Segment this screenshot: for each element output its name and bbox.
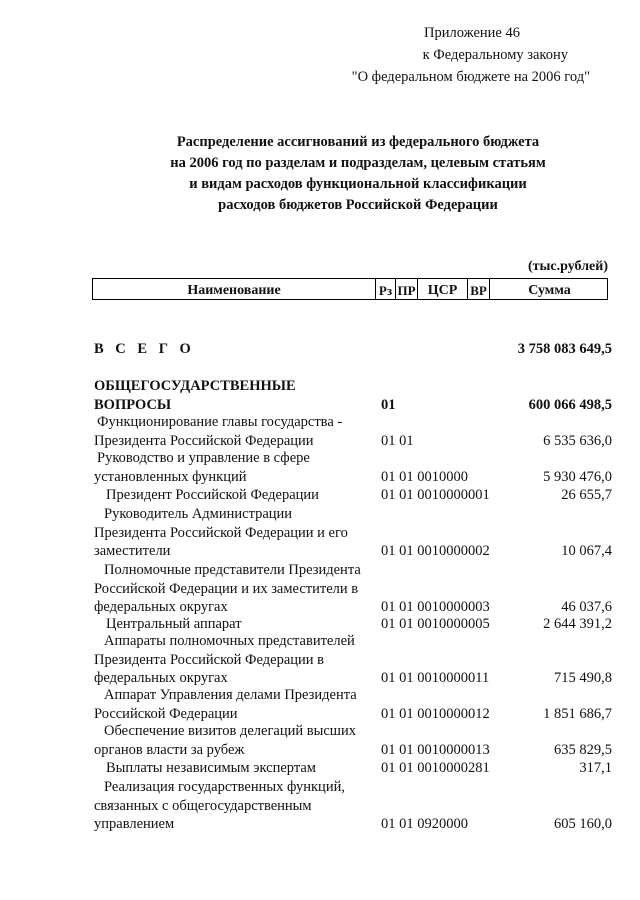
row-name-line: Аппарат Управления делами Президента (104, 687, 357, 703)
title-line: и видам расходов функциональной классификации (189, 176, 527, 192)
title-line: расходов бюджетов Российской Федерации (218, 197, 498, 213)
header-pr: ПР (396, 279, 418, 299)
row-code: 01 01 (381, 432, 414, 449)
row-code: 01 (381, 397, 396, 413)
header-csr: ЦСР (418, 279, 468, 299)
row-amount: 6 535 636,0 (543, 432, 612, 449)
row-name-line: Руководство и управление в сфере (97, 450, 310, 466)
appendix-number: Приложение 46 (424, 25, 520, 41)
row-amount: 46 037,6 (561, 599, 612, 615)
row-name (94, 722, 376, 759)
header-sum: Сумма (528, 283, 571, 298)
row-name-line: Реализация государственных функций, (104, 779, 345, 795)
row-name-line: Выплаты независимым экспертам (106, 760, 316, 776)
row-code: 01 01 0010000002 (381, 543, 490, 559)
row-name-line: управлением (94, 816, 175, 832)
row-name (94, 377, 376, 415)
row-amount: 715 490,8 (554, 670, 612, 686)
row-name (94, 759, 376, 778)
row-name (94, 632, 376, 688)
row-name-line: установленных функций (94, 468, 247, 485)
row-name-line: Аппараты полномочных представителей (104, 633, 355, 649)
row-name (94, 449, 376, 486)
row-name-line: заместители (94, 543, 171, 559)
row-name-line: ВОПРОСЫ (94, 397, 172, 413)
row-amount: 600 066 498,5 (528, 397, 612, 413)
row-amount: 3 758 083 649,5 (517, 341, 612, 357)
document-title (96, 132, 620, 216)
row-name-line: Центральный аппарат (106, 616, 242, 632)
row-name-line: Президента Российской Федерации в (94, 651, 325, 668)
header-name: Наименование (93, 279, 376, 299)
row-name-line: Полномочные представители Президента (104, 562, 361, 578)
row-code: 01 01 0010000003 (381, 599, 490, 615)
row-code: 01 01 0010000011 (381, 670, 490, 686)
row-code: 01 01 0010000012 (381, 705, 490, 722)
row-name (94, 778, 376, 834)
row-name-line: ОБЩЕГОСУДАРСТВЕННЫЕ (94, 378, 296, 394)
row-code: 01 01 0010000281 (381, 760, 490, 776)
row-name-line: Президент Российской Федерации (106, 487, 319, 503)
row-name (94, 486, 376, 505)
row-amount: 605 160,0 (554, 816, 612, 832)
row-name-line: Российской Федерации (94, 705, 238, 722)
row-name (94, 615, 376, 634)
row-name-line: органов власти за рубеж (94, 741, 245, 758)
row-name-line: федеральных округах (94, 599, 228, 615)
row-code: 01 01 0010000013 (381, 741, 490, 758)
row-code: 01 01 0010000001 (381, 487, 490, 503)
row-name (94, 505, 376, 561)
row-name (94, 413, 376, 450)
row-name-line: Обеспечение визитов делегаций высших (104, 723, 356, 739)
row-amount: 1 851 686,7 (543, 705, 612, 722)
appendix-header (352, 22, 590, 88)
row-amount: 10 067,4 (561, 543, 612, 559)
row-name (94, 561, 376, 617)
row-amount: 635 829,5 (554, 741, 612, 758)
row-amount: 5 930 476,0 (543, 468, 612, 485)
header-vr: ВР (468, 279, 490, 299)
appendix-law-ref: к Федеральному закону (422, 47, 568, 63)
row-amount: 317,1 (579, 760, 612, 776)
row-name-line: Президента Российской Федерации и его (94, 524, 348, 541)
table-header (92, 278, 608, 300)
row-name-line: В С Е Г О (94, 341, 195, 357)
appendix-law-title: "О федеральном бюджете на 2006 год" (351, 69, 590, 85)
row-name (94, 340, 376, 359)
row-code: 01 01 0010000005 (381, 616, 490, 632)
row-code: 01 01 0010000 (381, 468, 468, 485)
title-line: на 2006 год по разделам и подразделам, целевым статьям (170, 155, 546, 171)
row-amount: 26 655,7 (561, 487, 612, 503)
row-code: 01 01 0920000 (381, 816, 468, 832)
row-name-line: Российской Федерации и их заместители в (94, 580, 359, 597)
title-line: Распределение ассигнований из федерального бюджета (176, 134, 540, 150)
row-name-line: федеральных округах (94, 670, 228, 686)
row-amount: 2 644 391,2 (543, 616, 612, 632)
row-name (94, 686, 376, 723)
row-name-line: Руководитель Администрации (104, 506, 293, 522)
row-name-line: связанных с общегосударственным (94, 797, 312, 814)
header-rz: Рз (376, 279, 396, 299)
row-name-line: Президента Российской Федерации (94, 432, 314, 449)
units-label: (тыс.рублей) (527, 259, 608, 274)
row-name-line: Функционирование главы государства - (97, 414, 343, 430)
